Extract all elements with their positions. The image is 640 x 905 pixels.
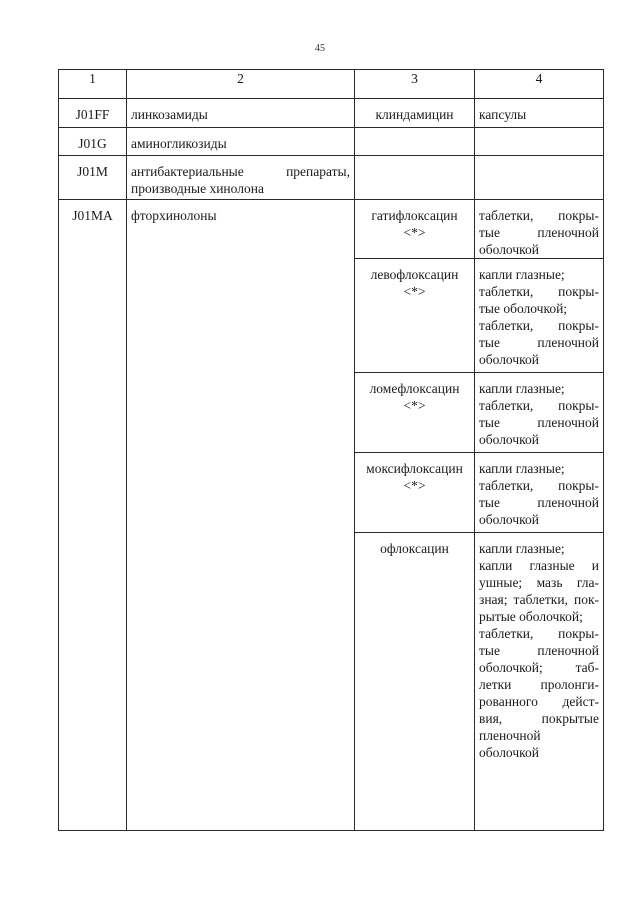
- atc-code-cell: J01FF: [59, 99, 127, 128]
- footnote-mark: <*>: [403, 225, 426, 240]
- dosage-form-line: таблетки, покры-: [479, 284, 599, 299]
- table-row-j01ma: [59, 200, 604, 259]
- dosage-form-line: рованного дейст-: [479, 694, 599, 709]
- atc-code-cell: J01M: [59, 156, 127, 200]
- dosage-form-line: капли глазные;: [479, 381, 565, 396]
- dosage-form-line: тые пленочной: [479, 643, 599, 658]
- substance-cell: [355, 259, 475, 373]
- dosage-form-line: оболочкой; таб-: [479, 660, 599, 675]
- substance-cell: клиндамицин: [355, 99, 475, 128]
- substance-name: гатифлоксацин: [371, 208, 458, 223]
- dosage-form-cell: [475, 200, 604, 259]
- dosage-form-line: таблетки, покры-: [479, 626, 599, 641]
- substance-cell: [355, 373, 475, 453]
- dosage-form-line: пленочной: [479, 728, 541, 743]
- substance-name: моксифлоксацин: [366, 461, 463, 476]
- footnote-mark: <*>: [403, 478, 426, 493]
- dosage-form-cell: [475, 156, 604, 200]
- dosage-form-line: капли глазные и: [479, 558, 599, 573]
- substance-name: левофлоксацин: [370, 267, 459, 282]
- substance-cell: [355, 533, 475, 831]
- dosage-form-cell: [475, 373, 604, 453]
- dosage-form-line: тые оболочкой;: [479, 301, 568, 316]
- dosage-form-line: тые пленочной: [479, 415, 599, 430]
- dosage-form-line: вия, покрытые: [479, 711, 599, 726]
- dosage-form-line: тые пленочной: [479, 225, 599, 240]
- dosage-form-line: таблетки, покры-: [479, 478, 599, 493]
- table-row-j01g: [59, 128, 604, 156]
- dosage-form-line: капли глазные;: [479, 267, 565, 282]
- group-name-line: производные хинолона: [131, 181, 264, 196]
- substance-cell: [355, 200, 475, 259]
- group-name-line: антибактериальные препараты,: [131, 164, 350, 179]
- dosage-form-line: таблетки, покры-: [479, 208, 599, 223]
- group-name-cell: фторхинолоны: [127, 200, 355, 831]
- atc-code-cell: J01G: [59, 128, 127, 156]
- dosage-form-cell: капсулы: [475, 99, 604, 128]
- group-name-cell: [127, 156, 355, 200]
- table-header-row: [59, 70, 604, 99]
- dosage-form-line: таблетки, покры-: [479, 398, 599, 413]
- substance-cell: [355, 453, 475, 533]
- dosage-form-line: капли глазные;: [479, 461, 565, 476]
- group-name-cell: аминогликозиды: [127, 128, 355, 156]
- group-name-cell: линкозамиды: [127, 99, 355, 128]
- dosage-form-line: капли глазные;: [479, 541, 565, 556]
- dosage-form-cell: [475, 453, 604, 533]
- dosage-form-line: тые пленочной: [479, 335, 599, 350]
- table-row-j01m: [59, 156, 604, 200]
- footnote-mark: <*>: [403, 398, 426, 413]
- dosage-form-line: рытые оболочкой;: [479, 609, 583, 624]
- column-header-4: 4: [475, 70, 604, 99]
- table-row-j01ff: [59, 99, 604, 128]
- column-header-1: 1: [59, 70, 127, 99]
- column-header-3: 3: [355, 70, 475, 99]
- dosage-form-cell: [475, 128, 604, 156]
- dosage-form-cell: [475, 533, 604, 831]
- column-header-2: 2: [127, 70, 355, 99]
- footnote-mark: <*>: [403, 284, 426, 299]
- dosage-form-cell: [475, 259, 604, 373]
- dosage-form-line: летки пролонги-: [479, 677, 599, 692]
- substance-name: ломефлоксацин: [369, 381, 460, 396]
- substance-cell: [355, 156, 475, 200]
- dosage-form-line: зная; таблетки, пок-: [479, 592, 599, 607]
- dosage-form-line: оболочкой: [479, 512, 539, 527]
- substance-name: офлоксацин: [380, 541, 449, 556]
- dosage-form-line: ушные; мазь гла-: [479, 575, 599, 590]
- atc-code-cell: J01MA: [59, 200, 127, 831]
- dosage-form-line: оболочкой: [479, 432, 539, 447]
- dosage-form-line: оболочкой: [479, 745, 539, 760]
- dosage-form-line: тые пленочной: [479, 495, 599, 510]
- dosage-form-line: таблетки, покры-: [479, 318, 599, 333]
- drug-classification-table: [58, 69, 604, 831]
- substance-cell: [355, 128, 475, 156]
- dosage-form-line: оболочкой: [479, 352, 539, 367]
- dosage-form-line: оболочкой: [479, 242, 539, 257]
- page-number: 45: [315, 43, 325, 54]
